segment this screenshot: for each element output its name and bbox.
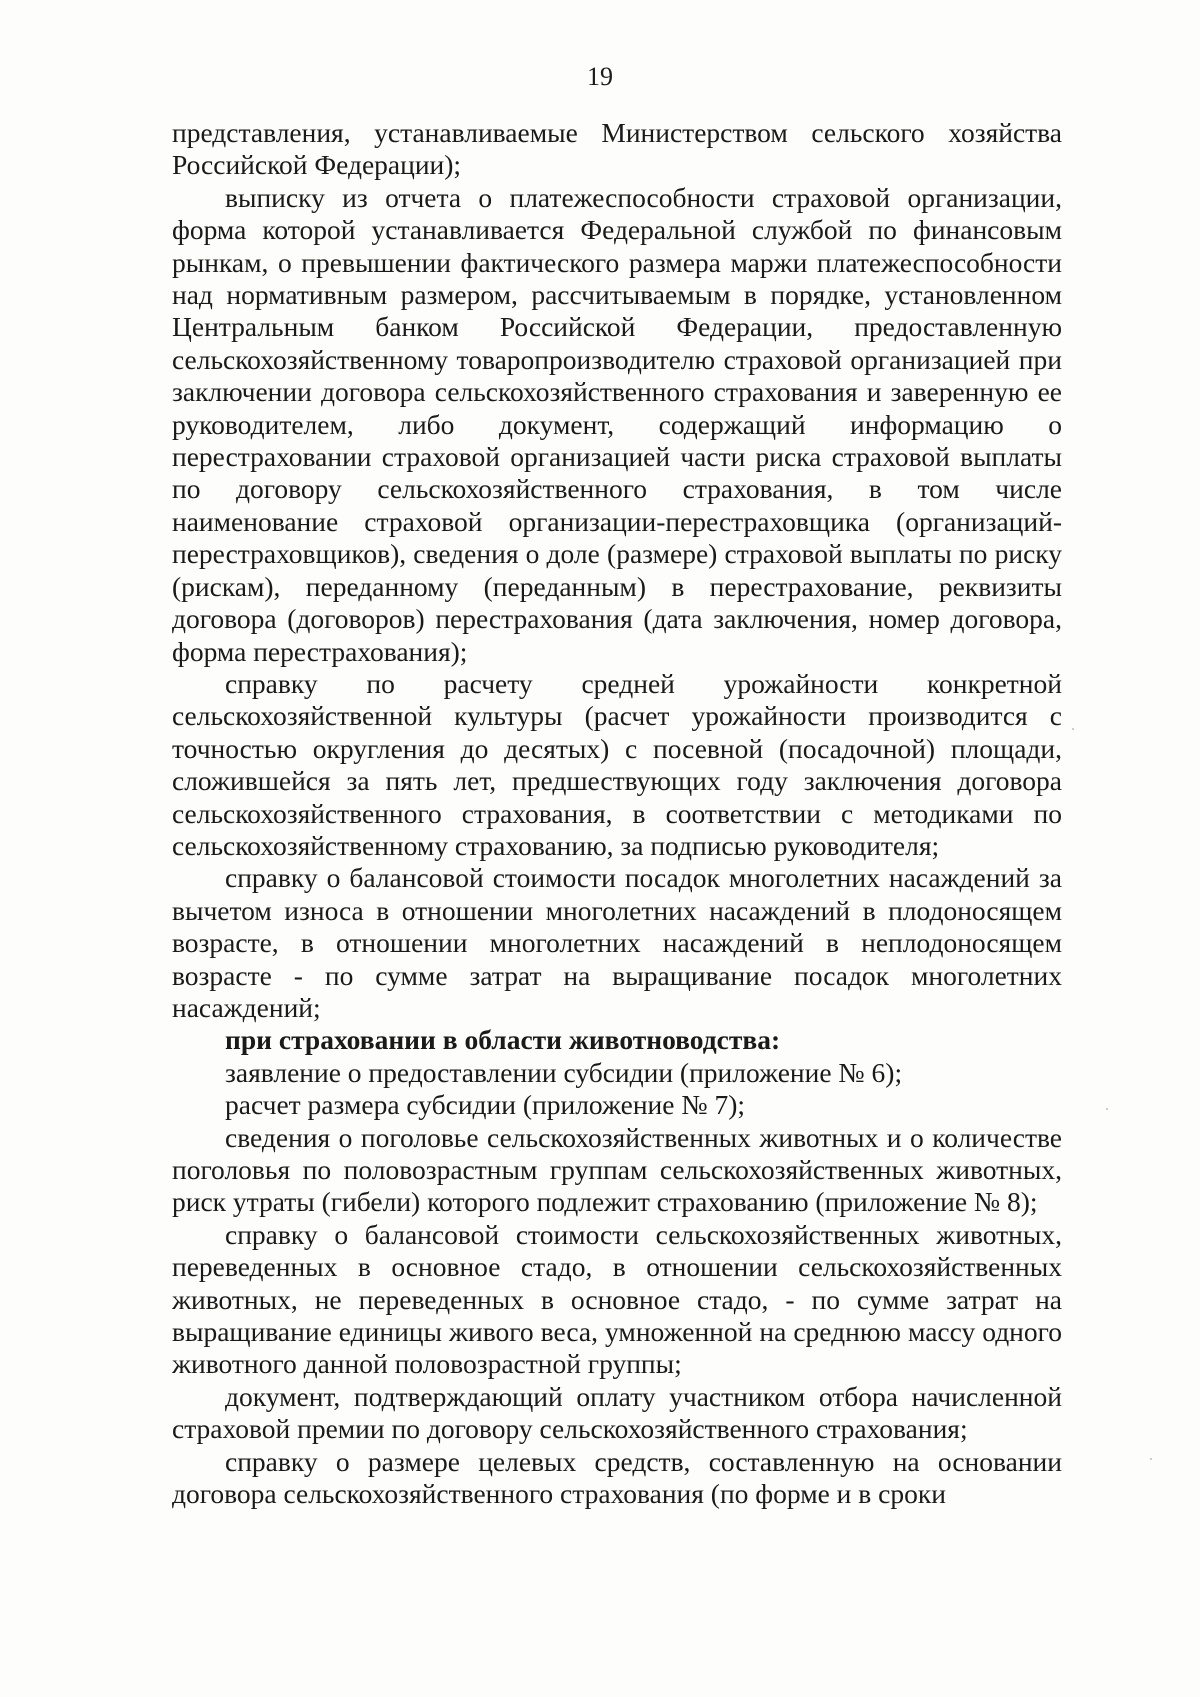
paragraph-target-funds-certificate: справку о размере целевых средств, составленную на основании договора сельскохозяйственного страхования (по форме и в сроки	[172, 1445, 1062, 1510]
paragraph-average-yield-certificate: справку по расчету средней урожайности конкретной сельскохозяйственной культуры (расчет урожайности производится с точностью округления до десятых) с посевной (посадочной) площади, сложившейся за пять лет, предшествующих году заключения договора сельскохозяйственного страхования, в соответствии с методиками по сельскохозяйственному страхованию, за подписью руководителя;	[172, 667, 1062, 861]
section-heading-livestock: при страховании в области животноводства:	[225, 1024, 781, 1056]
paragraph-livestock-balance-value: справку о балансовой стоимости сельскохозяйственных животных, переведенных в основное стадо, в отношении сельскохозяйственных животных, не переведенных в основное стадо, - по сумме затрат на выращивание единицы живого веса, умноженной на среднюю массу одного животного данной половозрастной группы;	[172, 1218, 1062, 1380]
scan-artifact	[1106, 1108, 1108, 1110]
paragraph-premium-payment-document: документ, подтверждающий оплату участником отбора начисленной страховой премии по договору сельскохозяйственного страхования;	[172, 1380, 1062, 1445]
paragraph-perennial-plantings-certificate: справку о балансовой стоимости посадок многолетних насаждений за вычетом износа в отношении многолетних насаждений в плодоносящем возрасте, в отношении многолетних насаждений в неплодоносящем возрасте - по сумме затрат на выращивание посадок многолетних насаждений;	[172, 862, 1062, 1023]
scan-artifact	[1150, 1458, 1152, 1460]
scan-artifact	[1072, 728, 1074, 730]
paragraph-subsidy-calculation: расчет размера субсидии (приложение № 7);	[225, 1089, 746, 1121]
paragraph-continuation: представления, устанавливаемые Министерством сельского хозяйства Российской Федерации);	[172, 117, 1062, 181]
paragraph-subsidy-application: заявление о предоставлении субсидии (приложение № 6);	[225, 1056, 903, 1088]
paragraph-livestock-headcount: сведения о поголовье сельскохозяйственных животных и о количестве поголовья по половозрастным группам сельскохозяйственных животных, риск утраты (гибели) которого подлежит страхованию (приложение № 8);	[172, 1121, 1062, 1218]
document-body	[172, 117, 1062, 1510]
page-number: 19	[587, 62, 613, 91]
paragraph-solvency-report-extract: выписку из отчета о платежеспособности страховой организации, форма которой устанавливается Федеральной службой по финансовым рынкам, о превышении фактического размера маржи платежеспособности над нормативным размером, рассчитываемым в порядке, установленном Центральным банком Российской Федерации, предоставленную сельскохозяйственному товаропроизводителю страховой организацией при заключении договора сельскохозяйственного страхования и заверенную ее руководителем, либо документ, содержащий информацию о перестраховании страховой организацией части риска страховой выплаты по договору сельскохозяйственного страхования, в том числе наименование страховой организации-перестраховщика (организаций-перестраховщиков), сведения о доле (размере) страховой выплаты по риску (рискам), переданному (переданным) в перестрахование, реквизиты договора (договоров) перестрахования (дата заключения, номер договора, форма перестрахования);	[172, 181, 1062, 667]
